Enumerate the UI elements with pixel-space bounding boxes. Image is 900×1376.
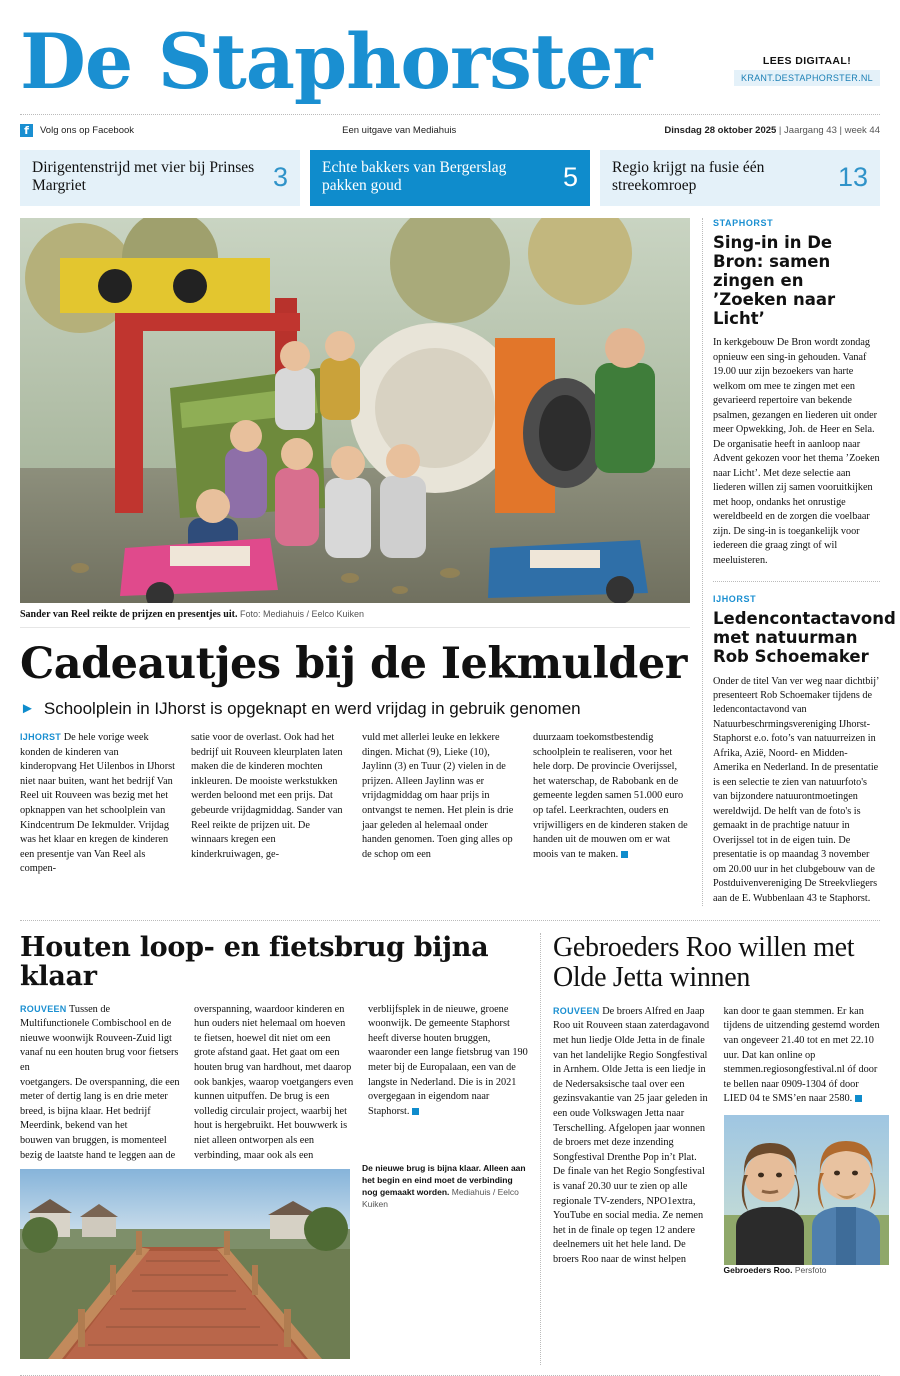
caption-credit: Foto: Mediahuis / Eelco Kuiken [237, 608, 365, 619]
roo-photo-caption [724, 1265, 881, 1277]
lead-photo [20, 218, 690, 603]
bridge-col-1-text: Tussen de Multifunctionele Combischool en de nieuwe woonwijk Rouveen-Zuid ligt vanaf nu een houten brug voor fietsers en [20, 1003, 179, 1073]
teaser-item-2[interactable] [310, 150, 590, 206]
lead-article-body [20, 731, 690, 877]
end-mark-icon [855, 1095, 862, 1102]
sidebar-kicker: STAPHORST [713, 217, 774, 228]
digital-url-link[interactable]: KRANT.DESTAPHORSTER.NL [734, 70, 880, 86]
caption-credit: Persfoto [792, 1264, 827, 1275]
page-title: De Staphorster [20, 17, 652, 106]
end-mark-icon [412, 1108, 419, 1115]
bridge-col-2: voetgangers. De overspanning, die een meter of dertig lang is en drie meter breed, is bijna klaar. Het bedrijf Meerdink, bekend van het [20, 1076, 180, 1132]
caption-text: Sander van Reel reikte de prijzen en presentjes uit. [20, 608, 238, 620]
sidebar-headline[interactable]: Ledencontactavond met natuurman Rob Schoemaker [713, 609, 896, 667]
roo-article-body [553, 1005, 880, 1277]
lead-article [20, 218, 690, 907]
roo-col-2 [724, 1005, 881, 1277]
bottom-section [20, 920, 880, 1365]
bridge-article-body [20, 1003, 528, 1164]
lead-photo-caption [20, 603, 690, 628]
lead-col-4 [533, 731, 690, 862]
facebook-icon: f [20, 124, 33, 137]
sidebar-article-staphorst [713, 218, 880, 568]
issue-date: Dinsdag 28 oktober 2025 [664, 125, 777, 137]
sidebar-body: In kerkgebouw De Bron wordt zondag opnieuw een sing-in gehouden. Vanaf 19.00 uur zijn bezoekers van harte welkom om mee te zingen met een gevarieerd repertoire van bekende psalmen, gezangen en liederen uit onder meer Opwekking, Joh. de Heer en Sela. De organisatie heeft in aanloop naar Advent gekozen voor het thema ’Zoeken naar Licht’. Met deze selectie aan liederen willen zij samen vooruitkijken met hoop, ondanks het onrustige wereldbeeld en de zorgen die voelbaar zijn. De sing-in is toegankelijk voor iedereen die graag zingt of wil meeluisteren. [713, 337, 880, 566]
bridge-col-1 [20, 1003, 180, 1076]
end-mark-icon [621, 851, 628, 858]
info-bar [20, 115, 880, 146]
article-kicker: IJHORST [20, 731, 62, 742]
bridge-col-3-text: bouwen van bruggen, is momenteel bezig de laatste hand te leggen aan de overspanning, waardoor kinderen en hun ouders niet helemaal om hoeven te fietsen, hoewel dit niet om een grote afstand gaat. Het gaat om een houten brug van hardhout, met daarop ook bankjes, waarop voetgangers even kunnen uitpuffen. De brug is een volledig circulair project, waarbij het hout is hergebruikt. Het bouwwerk is niet alleen ontworpen als een verbinding, maar ook als een verblijfsplek in de nieuwe, groene woonwijk. De gemeente Staphorst heeft diverse houten bruggen, waaronder een lange fietsbrug van 190 meter bij de Europalaan, een van de langste in Nederland. Die is in 2021 overgegaan in eigendom naar Staphorst. [20, 1003, 528, 1161]
caption-text: De nieuwe brug is bijna klaar. Alleen aan het begin en eind moet de verbinding nog gemaakt worden. [362, 1163, 526, 1198]
roo-col-2-text: kan door te gaan stemmen. Er kan tijdens de uitzending gestemd worden van ongeveer 21.40 tot en met 22.10 uur. Dat kan online op stemmen.regiosongfestival.nl óf door te bellen naar 0909-1304 óf door LIED 04 te SMS’en naar 2580. [723, 1005, 880, 1105]
digital-label: LEES DIGITAAL! [762, 55, 852, 68]
sidebar-divider [713, 581, 880, 582]
teaser-page-number: 3 [272, 161, 288, 192]
issue-edition: | Jaargang 43 | week 44 [776, 125, 880, 137]
roo-col-1-text: De broers Alfred en Jaap Roo uit Rouveen staan zaterdagavond met hun liedje Olde Jetta in de finale van het landelijke Regio Songfestival in Arnhem. Olde Jetta is een liedje in de Nedersaksische taal over een gezinsvakantie van 25 jaar geleden in een oude Volkswagen Jetta naar Terschelling. Afgelopen jaar wonnen de broers met deze inzending Songfestival Drenthe Pop in’t Plat. De finale van het Regio Songfestival is vanaf 20.30 uur te zien op alle regionale TV-zenders, NPO1extra, YouTube en social media. Ze nemen het in de finale op tegen 12 andere deelnemers uit het hele land. De broers Roo naar de winst helpen [553, 1005, 710, 1266]
teaser-page-number: 5 [562, 161, 578, 192]
teaser-text: Dirigentenstrijd met vier bij Prinses Margriet [32, 159, 255, 195]
article-kicker: ROUVEEN [20, 1003, 67, 1014]
sidebar-kicker: IJHORST [713, 594, 757, 605]
roo-article [540, 933, 880, 1365]
masthead [20, 0, 880, 106]
main-content-grid [20, 217, 896, 907]
subheadline-text: Schoolplein in IJhorst is opgeknapt en werd vrijdag in gebruik genomen [43, 698, 581, 718]
lead-col-1 [20, 731, 177, 877]
caption-credit: Mediahuis / Eelco Kuiken [362, 1187, 519, 1209]
caption-text: Gebroeders Roo. [723, 1264, 793, 1275]
sidebar-headline[interactable]: Sing-in in De Bron: samen zingen en ’Zoeken naar Licht’ [713, 232, 836, 329]
issue-info [664, 125, 880, 136]
facebook-link[interactable] [20, 124, 134, 137]
roo-headline[interactable]: Gebroeders Roo willen met Olde Jetta winnen [553, 932, 855, 994]
bridge-article [20, 933, 528, 1365]
teaser-text: Echte bakkers van Bergerslag pakken goud [322, 159, 507, 195]
lead-col-1-text: De hele vorige week konden de kinderen van kinderopvang Het Uilenbos in IJhorst niet naar buiten, want het bedrijf Van Reel uit Rouveen was bezig met het opknappen van het schoolplein van Kindcentrum De Iekmulder. Vrijdag was het klaar en kregen de kinderen een presentje van Van Reel als compen- [20, 731, 176, 875]
lead-col-3: vuld met allerlei leuke en lekkere dingen. Michat (9), Lieke (10), Jaylinn (3) en Tuur (2) vielen in de prijzen. Alleen Jaylinn was er vrijdagmiddag om haar prijs in ontvangst te nemen. Het plein is drie jaar geleden al helemaal onder handen genomen. Toen ging alles op de schop om een [362, 731, 514, 860]
lead-col-4-text: duurzaam toekomstbestendig schoolplein te realiseren, voor het hele dorp. De provincie Overijssel, het waterschap, de Rabobank en de gemeente legden samen 51.000 euro op tafel. Leerkrachten, ouders en vrijwilligers en de kinderen staken de handen uit de mouwen om er wat moois van te maken. [533, 731, 688, 860]
roo-photo [724, 1115, 889, 1265]
teaser-bar [20, 150, 880, 206]
bridge-headline[interactable]: Houten loop- en fietsbrug bijna klaar [20, 932, 489, 993]
article-kicker: ROUVEEN [553, 1005, 600, 1016]
sidebar [702, 217, 896, 907]
digital-edition-box[interactable] [734, 55, 880, 98]
publisher-label: Een uitgave van Mediahuis [342, 125, 457, 137]
lead-col-2: satie voor de overlast. Ook had het bedrijf uit Rouveen kleurplaten laten maken die de kinderen mochten inkleuren. De mooiste werkstukken werden beloond met een prijs. Dat gebeurde vrijdagmiddag. Sander van Reel reikte de prijzen uit. De winnaars kregen een kinderkruiwagen, ge- [191, 731, 343, 860]
bridge-photo [20, 1169, 350, 1359]
lead-headline[interactable]: Cadeautjes bij de Iekmulder [20, 638, 687, 689]
facebook-label: Volg ons op Facebook [40, 125, 135, 137]
teaser-item-3[interactable] [600, 150, 880, 206]
teaser-page-number: 13 [837, 161, 868, 192]
triangle-bullet-icon: ► [20, 700, 35, 718]
sidebar-article-ijhorst [713, 594, 896, 906]
teaser-item-1[interactable] [20, 150, 300, 206]
roo-col-1 [553, 1005, 710, 1268]
sidebar-body: Onder de titel Van ver weg naar dichtbij’ presenteert Rob Schoemaker tijdens de ledencontactavond van Natuurbeschrmingsvereniging IJhorst-Staphorst e.o. foto’s van natuurreizen in Afrika, Azië, Noord- en Midden-Amerika en Nederland. In de presentatie is een selectie te zien van natuurfoto's van bijzondere natuurontmoetingen wereldwijd. De helft van de foto's is gemaakt in de prachtige natuur in Overijssel tot in de eigen tuin. De presentatie is op maandag 3 november om 20.00 uur in het clubgebouw van de Postduivenvereniging De Streekvliegers aan de E. Wubbenlaan 43 te Staphorst. [713, 675, 879, 904]
teaser-text: Regio krijgt na fusie één streekomroep [612, 159, 765, 195]
lead-subheadline [20, 699, 690, 719]
